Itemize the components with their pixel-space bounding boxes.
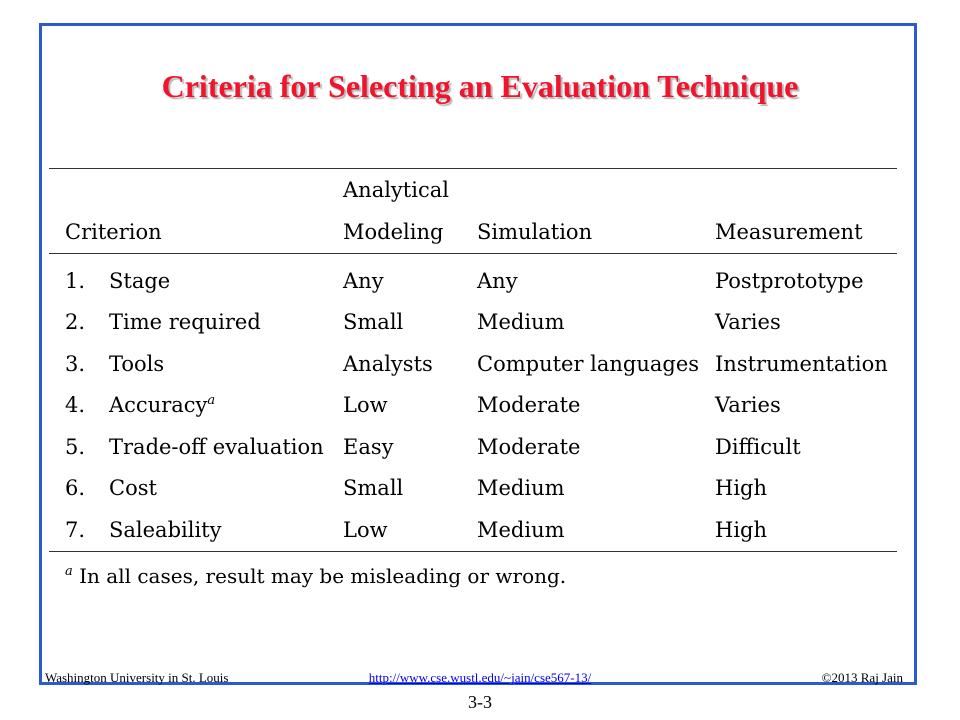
row-number: 7. <box>65 517 86 542</box>
row-measurement: Instrumentation <box>715 351 888 376</box>
footnote-superscript: a <box>207 393 216 409</box>
header-analytical-top: Analytical <box>343 178 449 202</box>
footnote-text: In all cases, result may be misleading or wrong. <box>79 563 567 588</box>
row-simulation: Medium <box>477 310 565 335</box>
row-criterion: Time required <box>109 310 261 335</box>
row-analytical: Small <box>343 476 404 501</box>
header-cell <box>49 169 109 211</box>
header-criterion: Criterion <box>65 220 162 244</box>
row-measurement: Varies <box>715 393 781 418</box>
row-analytical: Low <box>343 393 388 418</box>
table-bottom-rule <box>49 551 897 552</box>
row-criterion: Trade-off evaluation <box>109 434 324 459</box>
row-criterion: Tools <box>109 351 165 376</box>
row-simulation: Moderate <box>477 434 581 459</box>
row-criterion: Cost <box>109 476 157 501</box>
header-cell <box>715 169 897 211</box>
footer-course-link[interactable]: http://www.cse.wustl.edu/~jain/cse567-13/ <box>368 670 592 685</box>
criteria-table <box>49 169 897 253</box>
footer-link-wrapper <box>0 670 960 686</box>
header-row-2 <box>49 211 897 253</box>
row-number: 3. <box>65 351 86 376</box>
table-row <box>49 254 897 302</box>
row-criterion-text: Accuracy <box>109 393 208 418</box>
row-simulation: Moderate <box>477 393 581 418</box>
row-analytical: Easy <box>343 434 394 459</box>
table-footnote <box>49 564 897 588</box>
header-cell <box>109 169 343 211</box>
table-row <box>49 302 897 344</box>
row-simulation: Any <box>477 268 518 293</box>
row-number: 2. <box>65 310 86 335</box>
row-criterion: Stage <box>109 268 171 293</box>
row-measurement: Difficult <box>715 434 801 459</box>
row-number: 6. <box>65 476 86 501</box>
row-analytical: Small <box>343 310 404 335</box>
row-measurement: Postprototype <box>715 268 864 293</box>
header-analytical-modeling: Modeling <box>343 220 444 244</box>
row-simulation: Medium <box>477 476 565 501</box>
table-row <box>49 343 897 385</box>
row-measurement: High <box>715 517 767 542</box>
row-number: 5. <box>65 434 86 459</box>
header-simulation: Simulation <box>477 220 593 244</box>
row-number: 4. <box>65 393 86 418</box>
page-number: 3-3 <box>468 692 492 712</box>
header-measurement: Measurement <box>715 220 863 244</box>
row-measurement: High <box>715 476 767 501</box>
header-cell <box>477 169 715 211</box>
table-row <box>49 509 897 551</box>
row-simulation: Medium <box>477 517 565 542</box>
footer-copyright: ©2013 Raj Jain <box>821 670 903 685</box>
header-row-1 <box>49 169 897 211</box>
row-number: 1. <box>65 268 86 293</box>
table-row <box>49 426 897 468</box>
row-measurement: Varies <box>715 310 781 335</box>
criteria-table-wrapper <box>49 168 897 588</box>
row-analytical: Any <box>343 268 384 293</box>
footer-institution: Washington University in St. Louis <box>45 670 229 685</box>
slide-title: Criteria for Selecting an Evaluation Technique <box>161 68 799 104</box>
row-criterion: Saleability <box>109 517 222 542</box>
row-analytical: Low <box>343 517 388 542</box>
footnote-marker: a <box>65 563 73 579</box>
table-row <box>49 385 897 427</box>
row-criterion-accuracy <box>109 385 343 427</box>
table-row <box>49 468 897 510</box>
row-analytical: Analysts <box>343 351 433 376</box>
criteria-table-body <box>49 254 897 551</box>
row-simulation: Computer languages <box>477 351 700 376</box>
